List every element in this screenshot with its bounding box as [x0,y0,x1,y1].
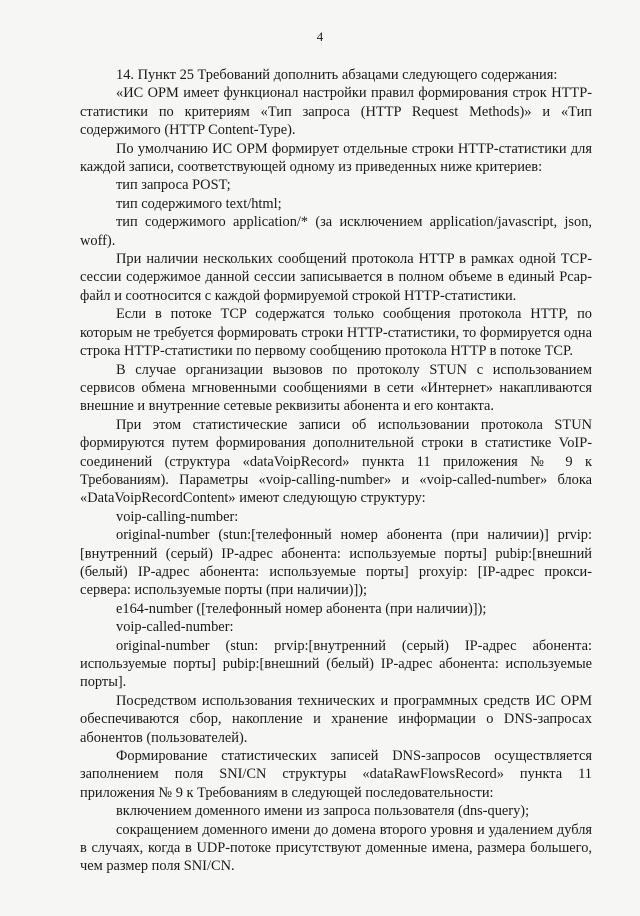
paragraph: Посредством использования технических и программных средств ИС ОРМ обеспечиваются сбор, накопление и хранение информации о DNS-запросах абонентов (пользователей). [80,692,592,746]
list-item: включением доменного имени из запроса пользователя (dns-query); [116,803,530,820]
body-text [80,66,592,876]
paragraph: Формирование статистических записей DNS-запросов осуществляется заполнением поля SNI/CN структуры «dataRawFlowsRecord» пункта 11 приложения № 9 к Требованиям в следующей последовательности: [80,748,592,801]
list-item: тип запроса POST; [116,177,231,194]
code-structure: e164-number ([телефонный номер абонента (при наличии)]); [116,600,487,617]
paragraph: «ИС ОРМ имеет функционал настройки правил формирования строк HTTP-статистики по критериям «Тип запроса (HTTP Request Methods)» и «Тип содержимого (HTTP Content-Type). [80,85,592,139]
code-label: voip-calling-number: [116,508,239,525]
paragraph: При этом статистические записи об использовании протокола STUN формируются путем формирования дополнительной строки в статистике VoIP-соединений (структура «dataVoipRecord» пункта 11 приложения № 9 к Требованиям). Параметры «voip-calling-number» и «voip-called-number» блока «DataVoipRecordContent» имеют следующую структуру: [80,416,592,507]
list-item: сокращением доменного имени до домена второго уровня и удалением дубля в случаях, когда в UDP-потоке присутствуют доменные имена, размера большего, чем размер поля SNI/CN. [80,821,592,875]
code-structure: original-number (stun: prvip:[внутренний (серый) IP-адрес абонента: используемые порты] pubip:[внешний (белый) IP-адрес абонента: используемые порты]. [80,637,592,691]
list-item: тип содержимого text/html; [116,195,282,212]
paragraph: При наличии нескольких сообщений протокола HTTP в рамках одной TCP-сессии содержимое данной сессии записывается в полном объеме в единый Pcap-файл и соотносится с каждой формируемой строкой HTTP-статистики. [80,251,592,304]
paragraph: Если в потоке TCP содержатся только сообщения протокола HTTP, по которым не требуется формировать строки HTTP-статистики, то формируется одна строка HTTP-статистики по первому сообщению протокола HTTP в потоке TCP. [80,306,592,360]
paragraph: 14. Пункт 25 Требований дополнить абзацами следующего содержания: [116,67,558,83]
paragraph: В случае организации вызовов по протоколу STUN с использованием сервисов обмена мгновенными сообщениями в сети «Интернет» накапливаются внешние и внутренние сетевые реквизиты абонента и его контакта. [80,361,592,415]
list-item: тип содержимого application/* (за исключением application/javascript, json, woff). [80,214,592,249]
page-number: 4 [316,29,324,44]
paragraph: По умолчанию ИС ОРМ формирует отдельные строки HTTP-статистики для каждой записи, соответствующей одному из приведенных ниже критериев: [80,140,592,176]
code-label: voip-called-number: [116,619,234,636]
code-structure: original-number (stun:[телефонный номер абонента (при наличии)] prvip:[внутренний (серый) IP-адрес абонента: используемые порты] pubip:[внешний (белый) IP-адрес абонента: используемые порты] proxyip: [IP-адрес прокси-сервера: используемые порты (при наличии)]); [80,527,592,599]
